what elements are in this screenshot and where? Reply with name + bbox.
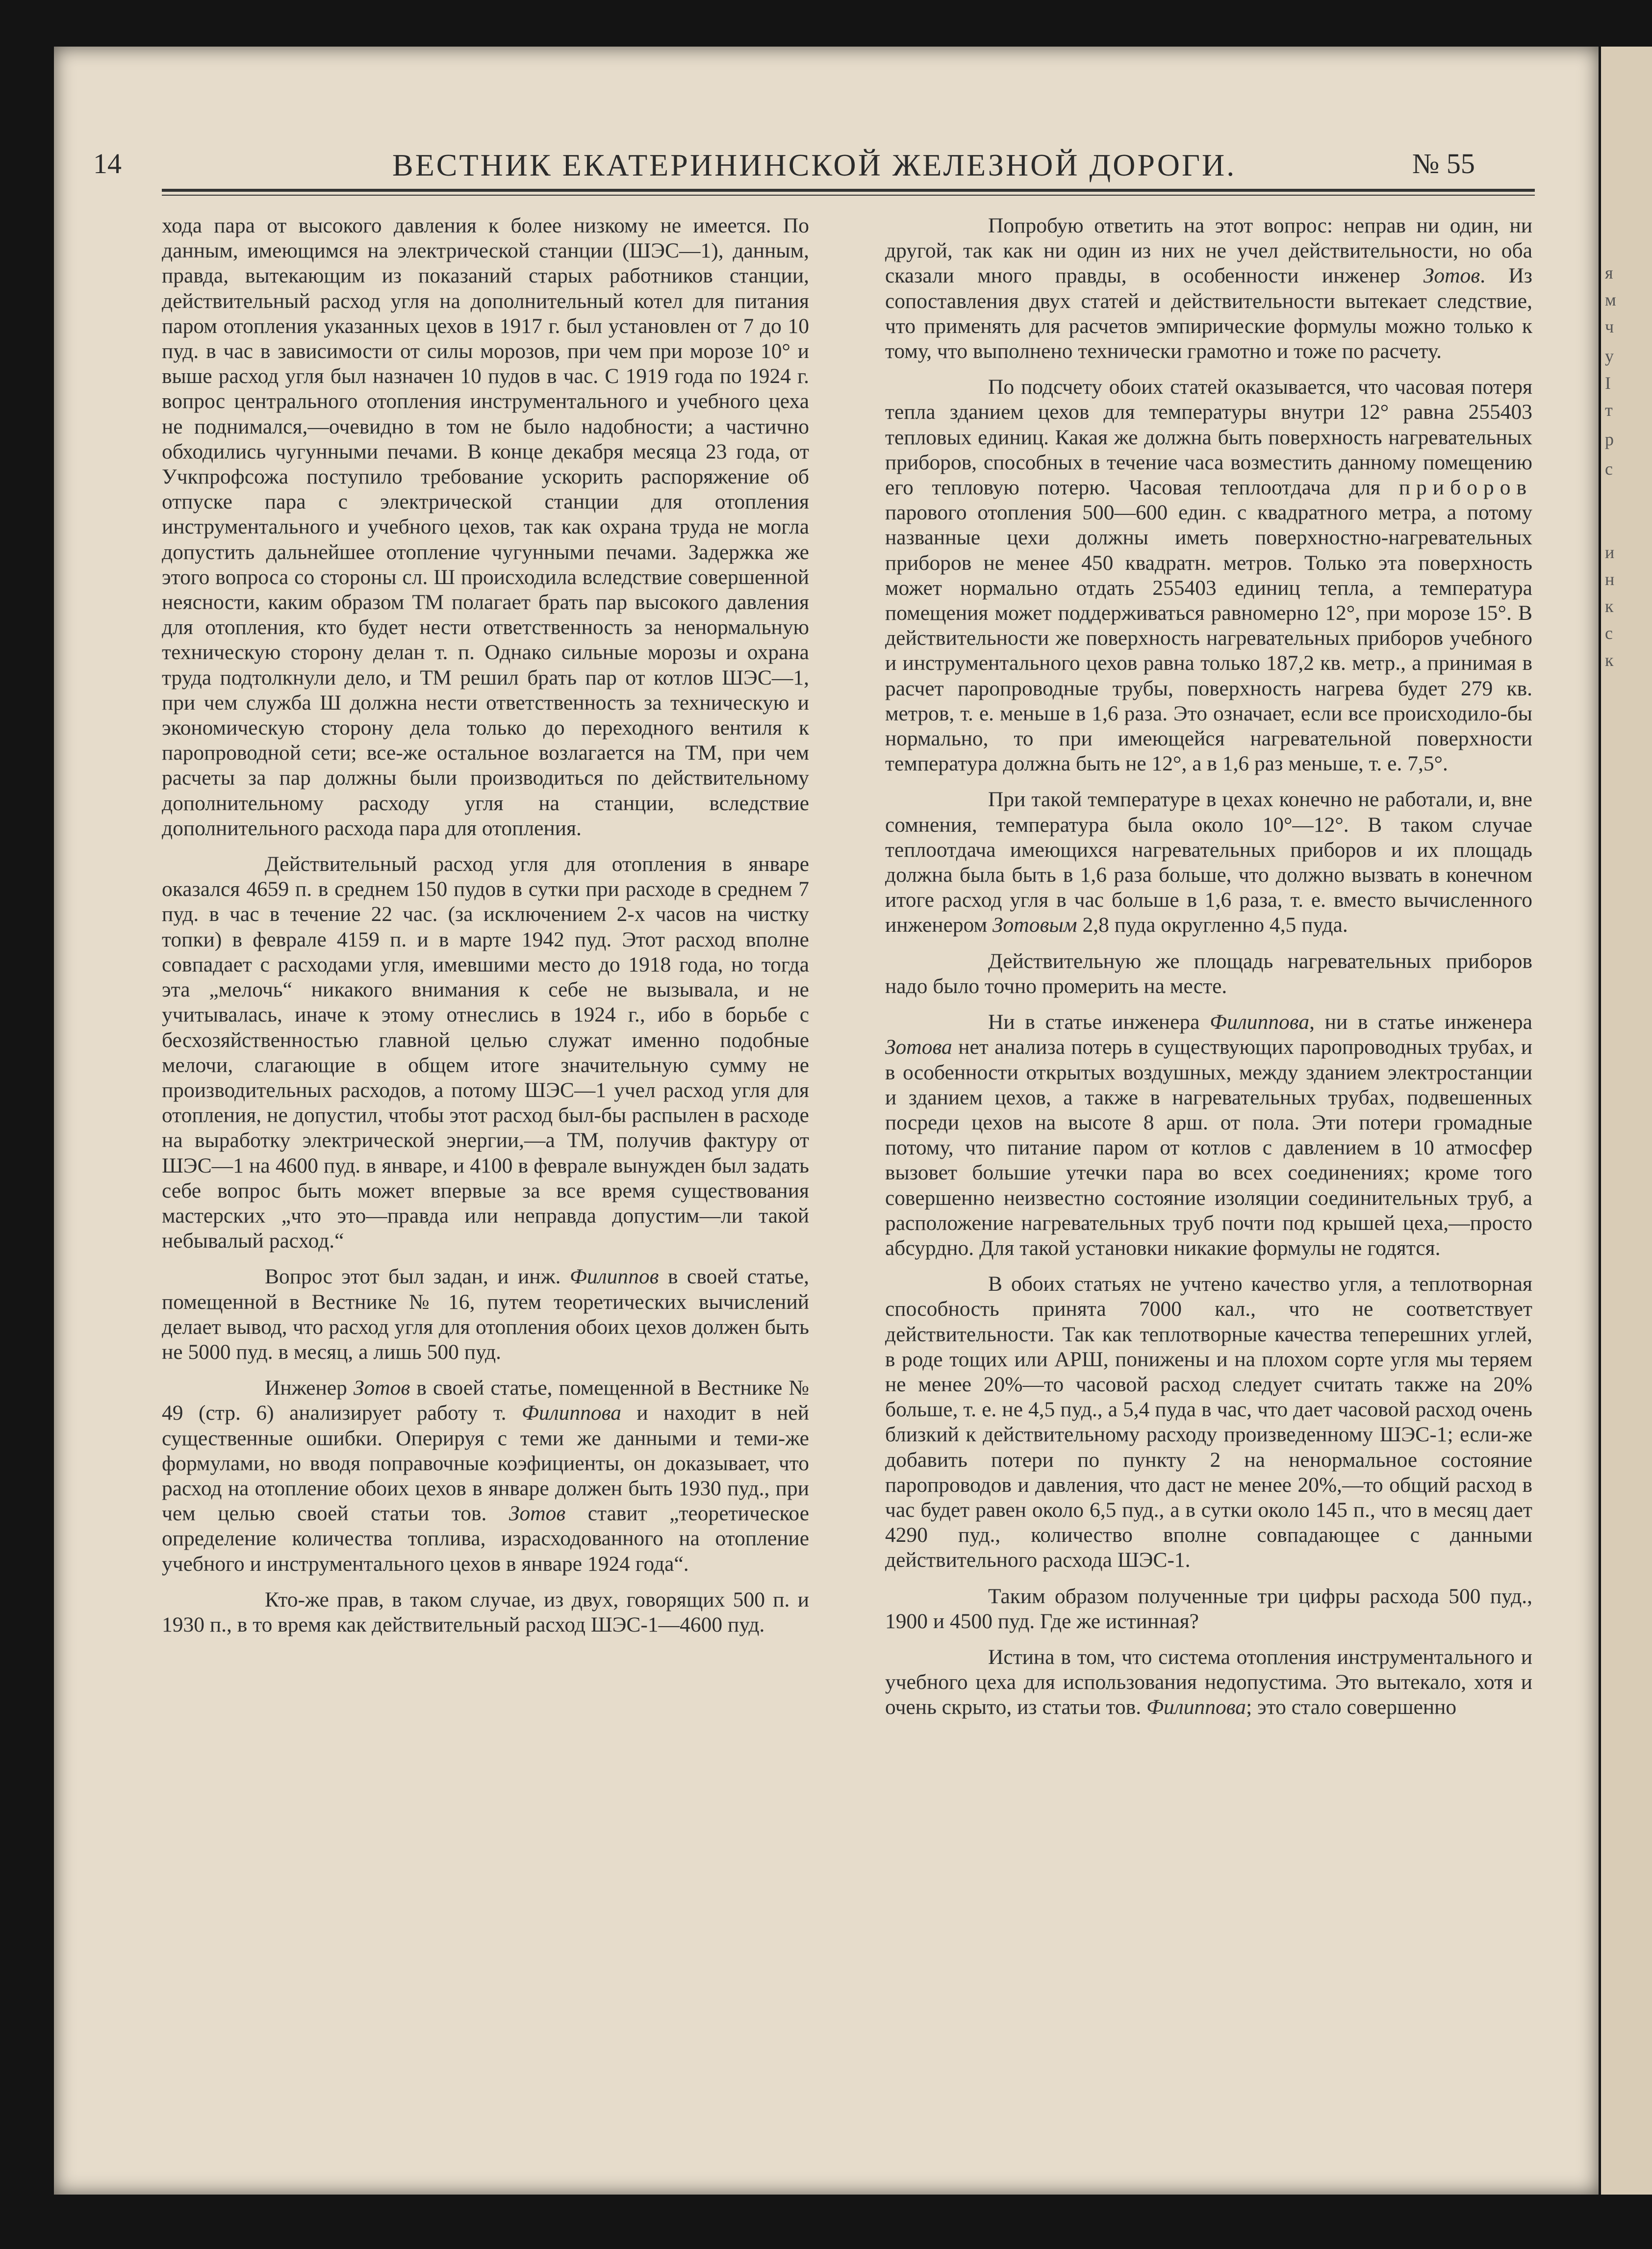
next-page-fragment: н bbox=[1605, 569, 1615, 589]
paragraph-p10: Ни в статье инженера Филиппова, ни в статье инженера Зотова нет анализа потерь в существующих паропроводных трубах, и в особенности открытых воздушных, между зданием электростанции и зданием цехов, а также в нагревательных трубах, подвешенных посреди цехов на высоте 8 арш. от пола. Эти потери громадные потому, что питание паром от котлов с давлением в 10 атмосфер вызовет большие утечки пара во всех соединениях; кроме того совершенно неизвестно состояние изоляции соединительных труб, а расположение нагревательных труб почти под крышей цеха,—просто абсурдно. Для такой установки никакие формулы не годятся. bbox=[885, 1010, 1532, 1260]
next-page-fragment: р bbox=[1605, 430, 1614, 449]
paragraph-p2: Действительный расход угля для отопления в январе оказался 4659 п. в среднем 150 пудов в сутки при расходе в среднем 7 пуд. в час в течение 22 час. (за исключением 2-х часов на чистку топки) в феврале 4159 п. и в марте 1942 пуд. Этот расход вполне совпадает с расходами угля, имевшими место до 1918 года, но тогда эта „мелочь“ никакого внимания к себе не вызывала, и не учитывалась, иначе к этому отнеслись в 1924 г., ибо в борьбе с бесхозяйственностью главной целью служат именно подобные мелочи, слагающие в общем итоге значительную сумму не производительных расходов, а потому ШЭС—1 учел расход угля для отопления, не допустил, чтобы этот расход был-бы распылен в расходе на выработку электрической энергии,—а ТМ, получив фактуру от ШЭС—1 на 4600 пуд. в январе, и 4100 в феврале вынужден был задать себе вопрос быть может впервые за все время существования мастерских „что это—правда или неправда допустим—ли такой небывалый расход.“ bbox=[162, 852, 809, 1253]
paragraph-p11: В обоих статьях не учтено качество угля, а теплотворная способность принята 7000 кал., что не соответствует действительности. Так как теплотворные качества теперешних углей, в роде тощих или АРШ, понижены и на плохом сорте угля мы теряем не менее 20%—то часовой расход следует считать также на 20% больше, т. е. не 4,5 пуд., а 5,4 пуда в час, что дает часовой расход очень близкий к действительному расходу произведенному ШЭС-1; если-же добавить потери по пункту 2 на ненормальное состояние паропроводов и давления, что даст не менее 20%,—то общий расход в час будет равен около 6,5 пуд., а в сутки около 145 п., что в месяц дает 4290 пуд., количество вполне совпадающее с данными действительного расхода ШЭС-1. bbox=[885, 1272, 1532, 1572]
header-rule bbox=[162, 189, 1535, 192]
header-rule-thin bbox=[162, 195, 1535, 196]
paragraph-p13: Истина в том, что система отопления инструментального и учебного цеха для использования недопустима. Это вытекало, хотя и очень скрыто, из статьи тов. Филиппова; это стало совершенно bbox=[885, 1645, 1532, 1719]
next-page-fragment: у bbox=[1605, 346, 1614, 366]
adjacent-page-edge bbox=[1601, 47, 1652, 2195]
paragraph-p3: Вопрос этот был задан, и инж. Филиппов в своей статье, помещенной в Вестнике № 16, путем теоретических вычислений делает вывод, что расход угля для отопления обоих цехов должен быть не 5000 пуд. в месяц, а лишь 500 пуд. bbox=[162, 1265, 809, 1364]
next-page-fragment: к bbox=[1605, 596, 1614, 616]
paragraph-p6: Попробую ответить на этот вопрос: неправ ни один, ни другой, так как ни один из них не учел действительности, но оба сказали много правды, в особенности инженер Зотов. Из сопоставления двух статей и действительности вытекает следствие, что применять для расчетов эмпирические формулы можно только к тому, что выполнено технически грамотно и тоже по расчету. bbox=[885, 214, 1532, 363]
next-page-fragment: т bbox=[1605, 400, 1613, 420]
issue-number: № 55 bbox=[1412, 148, 1475, 179]
paragraph-p4: Инженер Зотов в своей статье, помещенной в Вестнике № 49 (стр. 6) анализирует работу т. Филиппова и находит в ней существенные ошибки. Оперируя с теми же данными и теми-же формулами, но вводя поправочные коэфициенты, он доказывает, что расход на отопление обоих цехов в январе должен быть 1930 пуд., при чем целью своей статьи тов. Зотов ставит „теоретическое определение количества топлива, израсходованного на отопление учебного и инструментального цехов в январе 1924 года“. bbox=[162, 1376, 809, 1576]
journal-title: ВЕСТНИК ЕКАТЕРИНИНСКОЙ ЖЕЛЕЗНОЙ ДОРОГИ. bbox=[392, 148, 1237, 182]
right-column bbox=[885, 213, 1532, 1720]
next-page-fragment: к bbox=[1605, 650, 1614, 670]
paragraph-p12: Таким образом полученные три цифры расхода 500 пуд., 1900 и 4500 пуд. Где же истинная? bbox=[885, 1584, 1532, 1633]
next-page-fragment: I bbox=[1605, 373, 1611, 393]
next-page-fragment: с bbox=[1605, 459, 1613, 479]
next-page-fragment: ч bbox=[1605, 317, 1614, 336]
paragraph-p8: При такой температуре в цехах конечно не работали, и, вне сомнения, температура была около 10°—12°. В таком случае теплоотдача имеющихся нагревательных приборов и их площадь должна была быть в 1,6 раза больше, что должно вызвать в конечном итоге расход угля в час больше в 1,6 раза, т. е. вместо вычисленного инженером Зотовым 2,8 пуда округленно 4,5 пуда. bbox=[885, 788, 1532, 937]
paragraph-p7: По подсчету обоих статей оказывается, что часовая потеря тепла зданием цехов для температуры внутри 12° равна 255403 тепловых единиц. Какая же должна быть поверхность нагревательных приборов, способных в течение часа возместить данному помещению его тепловую потерю. Часовая теплоотдача для приборов парового отопления 500—600 един. с квадратного метра, а потому названные цехи должны иметь поверхностно-нагревательных приборов не менее 450 квадратн. метров. Только эта поверхность может нормально отдать 255403 единиц тепла, а температура помещения может поддерживаться равномерно 12°, при морозе 15°. В действительности же поверхность нагревательных приборов учебного и инструментального цехов равна только 187,2 кв. метр., а принимая в расчет паропроводные трубы, поверхность нагрева будет 279 кв. метров, т. е. меньше в 1,6 раза. Это означает, если все происходило-бы нормально, то при имеющейся нагревательной поверхности температура должна быть не 12°, а в 1,6 раз меньше, т. е. 7,5°. bbox=[885, 375, 1532, 776]
next-page-fragment: я bbox=[1605, 263, 1613, 282]
next-page-fragment: м bbox=[1605, 290, 1616, 309]
page-number: 14 bbox=[93, 148, 122, 179]
paragraph-p9: Действительную же площадь нагревательных приборов надо было точно промерить на месте. bbox=[885, 949, 1532, 998]
next-page-fragment: с bbox=[1605, 623, 1613, 643]
paragraph-p1: хода пара от высокого давления к более низкому не имеется. По данным, имеющимся на электрической станции (ШЭС—1), данным, правда, вытекающим из показаний старых работников станции, действительный расход угля на дополнительный котел для питания паром отопления указанных цехов в 1917 г. был установлен от 7 до 10 пуд. в час в зависимости от силы морозов, при чем при морозе 10° и выше расход угля был назначен 10 пудов в час. С 1919 года по 1924 г. вопрос центрального отопления инструментального и учебного цеха не поднимался,—очевидно в том не было надобности; а частично обходились чугунными печами. В конце декабря месяца 23 года, от Учкпрофсожа поступило требование ускорить распоряжение об отпуске пара с электрической станции для отопления инструментального и учебного цехов, так как охрана труда не могла допустить дальнейшее отопление чугунными печами. Задержка же этого вопроса со стороны сл. Ш происходила вследствие совершенной неясности, каким образом ТМ полагает брать пар высокого давления для отопления, кто будет нести ответственность за ненормальную техническую сторону делан т. п. Однако сильные морозы и охрана труда подтолкнули дело, и ТМ решил брать пар от котлов ШЭС—1, при чем служба Ш должна нести ответственность за техническую и экономическую сторону дела только до переходного вентиля к паропроводной сети; все-же остальное возлагается на ТМ, при чем расчеты за пар должны были производиться по действительному дополнительному расходу угля на станции, вследствие дополнительного расхода пара для отопления. bbox=[162, 214, 809, 840]
next-page-fragment: и bbox=[1605, 542, 1615, 562]
paragraph-p5: Кто-же прав, в таком случае, из двух, говорящих 500 п. и 1930 п., в то время как действительный расход ШЭС-1—4600 пуд. bbox=[162, 1587, 809, 1636]
left-column bbox=[162, 213, 809, 1637]
